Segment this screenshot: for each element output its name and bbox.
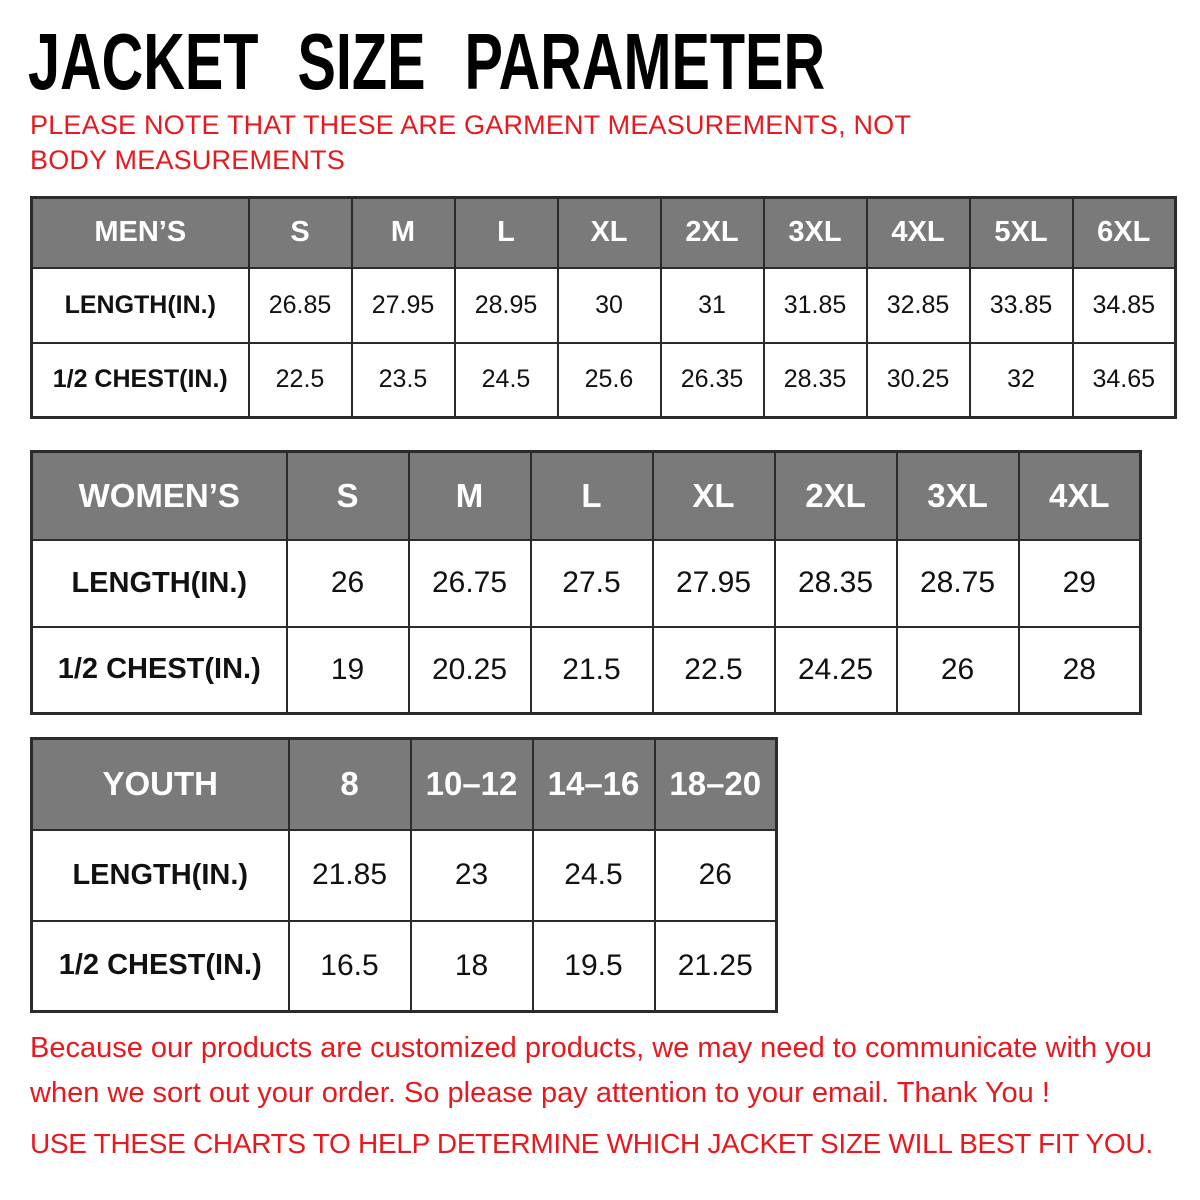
value-cell: 21.5: [531, 627, 653, 714]
value-cell: 22.5: [249, 343, 352, 418]
table-header-row: [32, 198, 1176, 268]
value-cell: 28: [1019, 627, 1141, 714]
row-label-cell: LENGTH(IN.): [32, 268, 249, 343]
size-header-cell: M: [409, 452, 531, 540]
row-label-cell: 1/2 CHEST(IN.): [32, 343, 249, 418]
value-cell: 29: [1019, 540, 1141, 627]
value-cell: 26: [287, 540, 409, 627]
value-cell: 21.25: [655, 921, 777, 1012]
value-cell: 21.85: [289, 830, 411, 921]
value-cell: 28.35: [775, 540, 897, 627]
table-title-cell: WOMEN’S: [32, 452, 287, 540]
mens-size-table: [30, 196, 1177, 419]
value-cell: 32: [970, 343, 1073, 418]
size-header-cell: 4XL: [867, 198, 970, 268]
size-header-cell: 2XL: [661, 198, 764, 268]
value-cell: 27.95: [352, 268, 455, 343]
value-cell: 25.6: [558, 343, 661, 418]
row-label-cell: 1/2 CHEST(IN.): [32, 627, 287, 714]
table-row: [32, 830, 777, 921]
value-cell: 26: [655, 830, 777, 921]
table-header-row: [32, 452, 1141, 540]
value-cell: 16.5: [289, 921, 411, 1012]
value-cell: 26.75: [409, 540, 531, 627]
table-header-row: [32, 739, 777, 830]
page-title: JACKET SIZE PARAMETER: [28, 17, 826, 106]
value-cell: 26.35: [661, 343, 764, 418]
size-header-cell: XL: [653, 452, 775, 540]
size-header-cell: L: [455, 198, 558, 268]
value-cell: 28.95: [455, 268, 558, 343]
table-row: [32, 921, 777, 1012]
value-cell: 19.5: [533, 921, 655, 1012]
value-cell: 34.65: [1073, 343, 1176, 418]
value-cell: 30.25: [867, 343, 970, 418]
value-cell: 31: [661, 268, 764, 343]
size-header-cell: L: [531, 452, 653, 540]
value-cell: 23: [411, 830, 533, 921]
value-cell: 24.5: [533, 830, 655, 921]
size-header-cell: 18–20: [655, 739, 777, 830]
size-header-cell: 10–12: [411, 739, 533, 830]
row-label-cell: LENGTH(IN.): [32, 540, 287, 627]
value-cell: 20.25: [409, 627, 531, 714]
value-cell: 34.85: [1073, 268, 1176, 343]
value-cell: 27.5: [531, 540, 653, 627]
customization-notice: Because our products are customized products, we may need to communicate with you when we sort out your order. So please pay attention to your email. Thank You !: [30, 1032, 1152, 1109]
table-title-cell: MEN’S: [32, 198, 249, 268]
size-header-cell: 2XL: [775, 452, 897, 540]
value-cell: 26: [897, 627, 1019, 714]
size-header-cell: S: [287, 452, 409, 540]
table-row: [32, 540, 1141, 627]
size-header-cell: 8: [289, 739, 411, 830]
row-label-cell: LENGTH(IN.): [32, 830, 289, 921]
table-row: [32, 627, 1141, 714]
value-cell: 27.95: [653, 540, 775, 627]
value-cell: 33.85: [970, 268, 1073, 343]
table-title-cell: YOUTH: [32, 739, 289, 830]
size-header-cell: 5XL: [970, 198, 1073, 268]
value-cell: 18: [411, 921, 533, 1012]
size-header-cell: 3XL: [764, 198, 867, 268]
table-row: [32, 268, 1176, 343]
row-label-cell: 1/2 CHEST(IN.): [32, 921, 289, 1012]
value-cell: 31.85: [764, 268, 867, 343]
youth-size-table: [30, 737, 778, 1013]
value-cell: 23.5: [352, 343, 455, 418]
value-cell: 28.35: [764, 343, 867, 418]
size-header-cell: XL: [558, 198, 661, 268]
size-header-cell: 3XL: [897, 452, 1019, 540]
size-header-cell: 4XL: [1019, 452, 1141, 540]
value-cell: 19: [287, 627, 409, 714]
womens-size-table: [30, 450, 1142, 715]
value-cell: 30: [558, 268, 661, 343]
value-cell: 22.5: [653, 627, 775, 714]
value-cell: 28.75: [897, 540, 1019, 627]
table-row: [32, 343, 1176, 418]
chart-usage-advice: USE THESE CHARTS TO HELP DETERMINE WHICH JACKET SIZE WILL BEST FIT YOU.: [30, 1128, 1153, 1159]
size-header-cell: M: [352, 198, 455, 268]
value-cell: 24.5: [455, 343, 558, 418]
garment-measurement-note: PLEASE NOTE THAT THESE ARE GARMENT MEASUREMENTS, NOT BODY MEASUREMENTS: [30, 110, 911, 176]
size-header-cell: S: [249, 198, 352, 268]
size-header-cell: 14–16: [533, 739, 655, 830]
value-cell: 26.85: [249, 268, 352, 343]
value-cell: 32.85: [867, 268, 970, 343]
size-header-cell: 6XL: [1073, 198, 1176, 268]
value-cell: 24.25: [775, 627, 897, 714]
